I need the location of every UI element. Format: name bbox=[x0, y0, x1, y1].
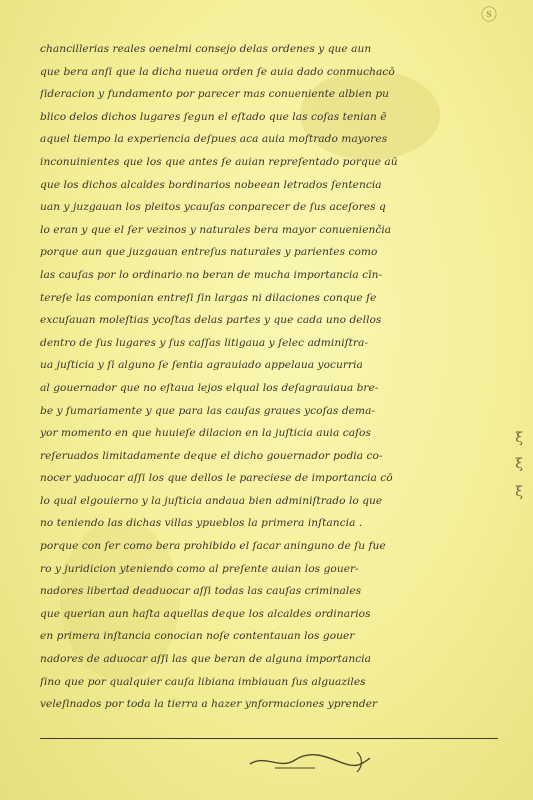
text-line: porque con ſer como bera prohibido el ſacar aninguno de ſu fue bbox=[40, 540, 386, 553]
margin-bracket-mark: ξ bbox=[515, 484, 523, 500]
text-line: que bera anſi que la dicha nueua orden ſe auia dado conmuchacō bbox=[40, 65, 395, 78]
text-line: excuſauan moleſtias ycoſtas delas partes y que cada uno dellos bbox=[40, 314, 382, 327]
text-line: ſideracion y fundamento por parecer mas conueniente albien pu bbox=[40, 88, 390, 101]
text-line: ſino que por qualquier cauſa libiana imbiauan ſus alguaziles bbox=[40, 675, 366, 688]
text-line: veleſinados por toda la tierra a hazer ynformaciones yprender bbox=[40, 698, 378, 711]
text-line: nocer yaduocar aſſi los que dellos le pareciese de importancia cō bbox=[40, 472, 393, 485]
text-line: lo qual elgouierno y la juſticia andaua bien adminiſtrado lo que bbox=[40, 494, 383, 507]
text-line: uan y juzgauan los pleitos ycauſas conparecer de ſus aceſores q bbox=[40, 201, 386, 214]
corner-folio-mark: ⓢ bbox=[480, 5, 497, 24]
text-line: ua juſticia y ſi alguno ſe ſentia agrauiado appelaua yocurria bbox=[40, 359, 363, 372]
manuscript-text bbox=[40, 38, 498, 716]
text-line: que los dichos alcaldes bordinarios nobeean letrados ſentencia bbox=[40, 178, 382, 191]
text-line: que querian aun haſta aquellas deque los alcaldes ordinarios bbox=[40, 607, 371, 620]
closing-rule bbox=[40, 738, 498, 739]
text-line: al gouernador que no eſtaua lejos elqual los deſagrauiaua bre- bbox=[40, 381, 379, 394]
text-line: las cauſas por lo ordinario no beran de mucha importancia cīn- bbox=[40, 268, 383, 281]
text-line: no teniendo las dichas villas ypueblos la primera inſtancia . bbox=[40, 517, 363, 530]
text-line: lo eran y que el ſer vezinos y naturales bera mayor conuenienčia bbox=[40, 223, 392, 236]
text-line: nadores de aduocar aſſi las que beran de alguna importancia bbox=[40, 653, 371, 666]
text-line: chancillerias reales oenelmi consejo delas ordenes y que aun bbox=[40, 43, 372, 55]
margin-bracket-mark: ξ bbox=[515, 456, 523, 472]
text-line: yor momento en que huuieſe dilacion en la juſticia auia caſos bbox=[40, 427, 371, 440]
text-line: be y ſumariamente y que para las cauſas graues ycoſas dema- bbox=[40, 404, 376, 417]
text-line: reſeruados limitadamente deque el dicho gouernador podia co- bbox=[40, 449, 383, 462]
text-line: porque aun que juzgauan entreſus naturales y parientes como bbox=[40, 246, 378, 259]
text-line: blico delos dichos lugares ſegun el eſtado que las coſas tenian ē bbox=[40, 110, 387, 123]
scribe-flourish bbox=[245, 748, 375, 774]
text-line: en primera inſtancia conocian noſe contentauan los gouer bbox=[40, 630, 355, 643]
margin-bracket-mark: ξ bbox=[515, 430, 523, 446]
text-line: inconuinientes que los que antes ſe auian repreſentado porque aū bbox=[40, 155, 398, 168]
text-line: nadores libertad deaduocar aſſi todas las cauſas criminales bbox=[40, 585, 362, 598]
text-line: tereſe las componian entreſi ſin largas ni dilaciones conque ſe bbox=[40, 291, 377, 304]
text-line: dentro de ſus lugares y ſus caſſas litigaua y ſelec adminiſtra- bbox=[40, 336, 369, 349]
text-line: aquel tiempo la experiencia deſpues aca auia moſtrado mayores bbox=[40, 133, 388, 146]
text-line: ro y juridicion yteniendo como al preſente auian los gouer- bbox=[40, 562, 359, 575]
